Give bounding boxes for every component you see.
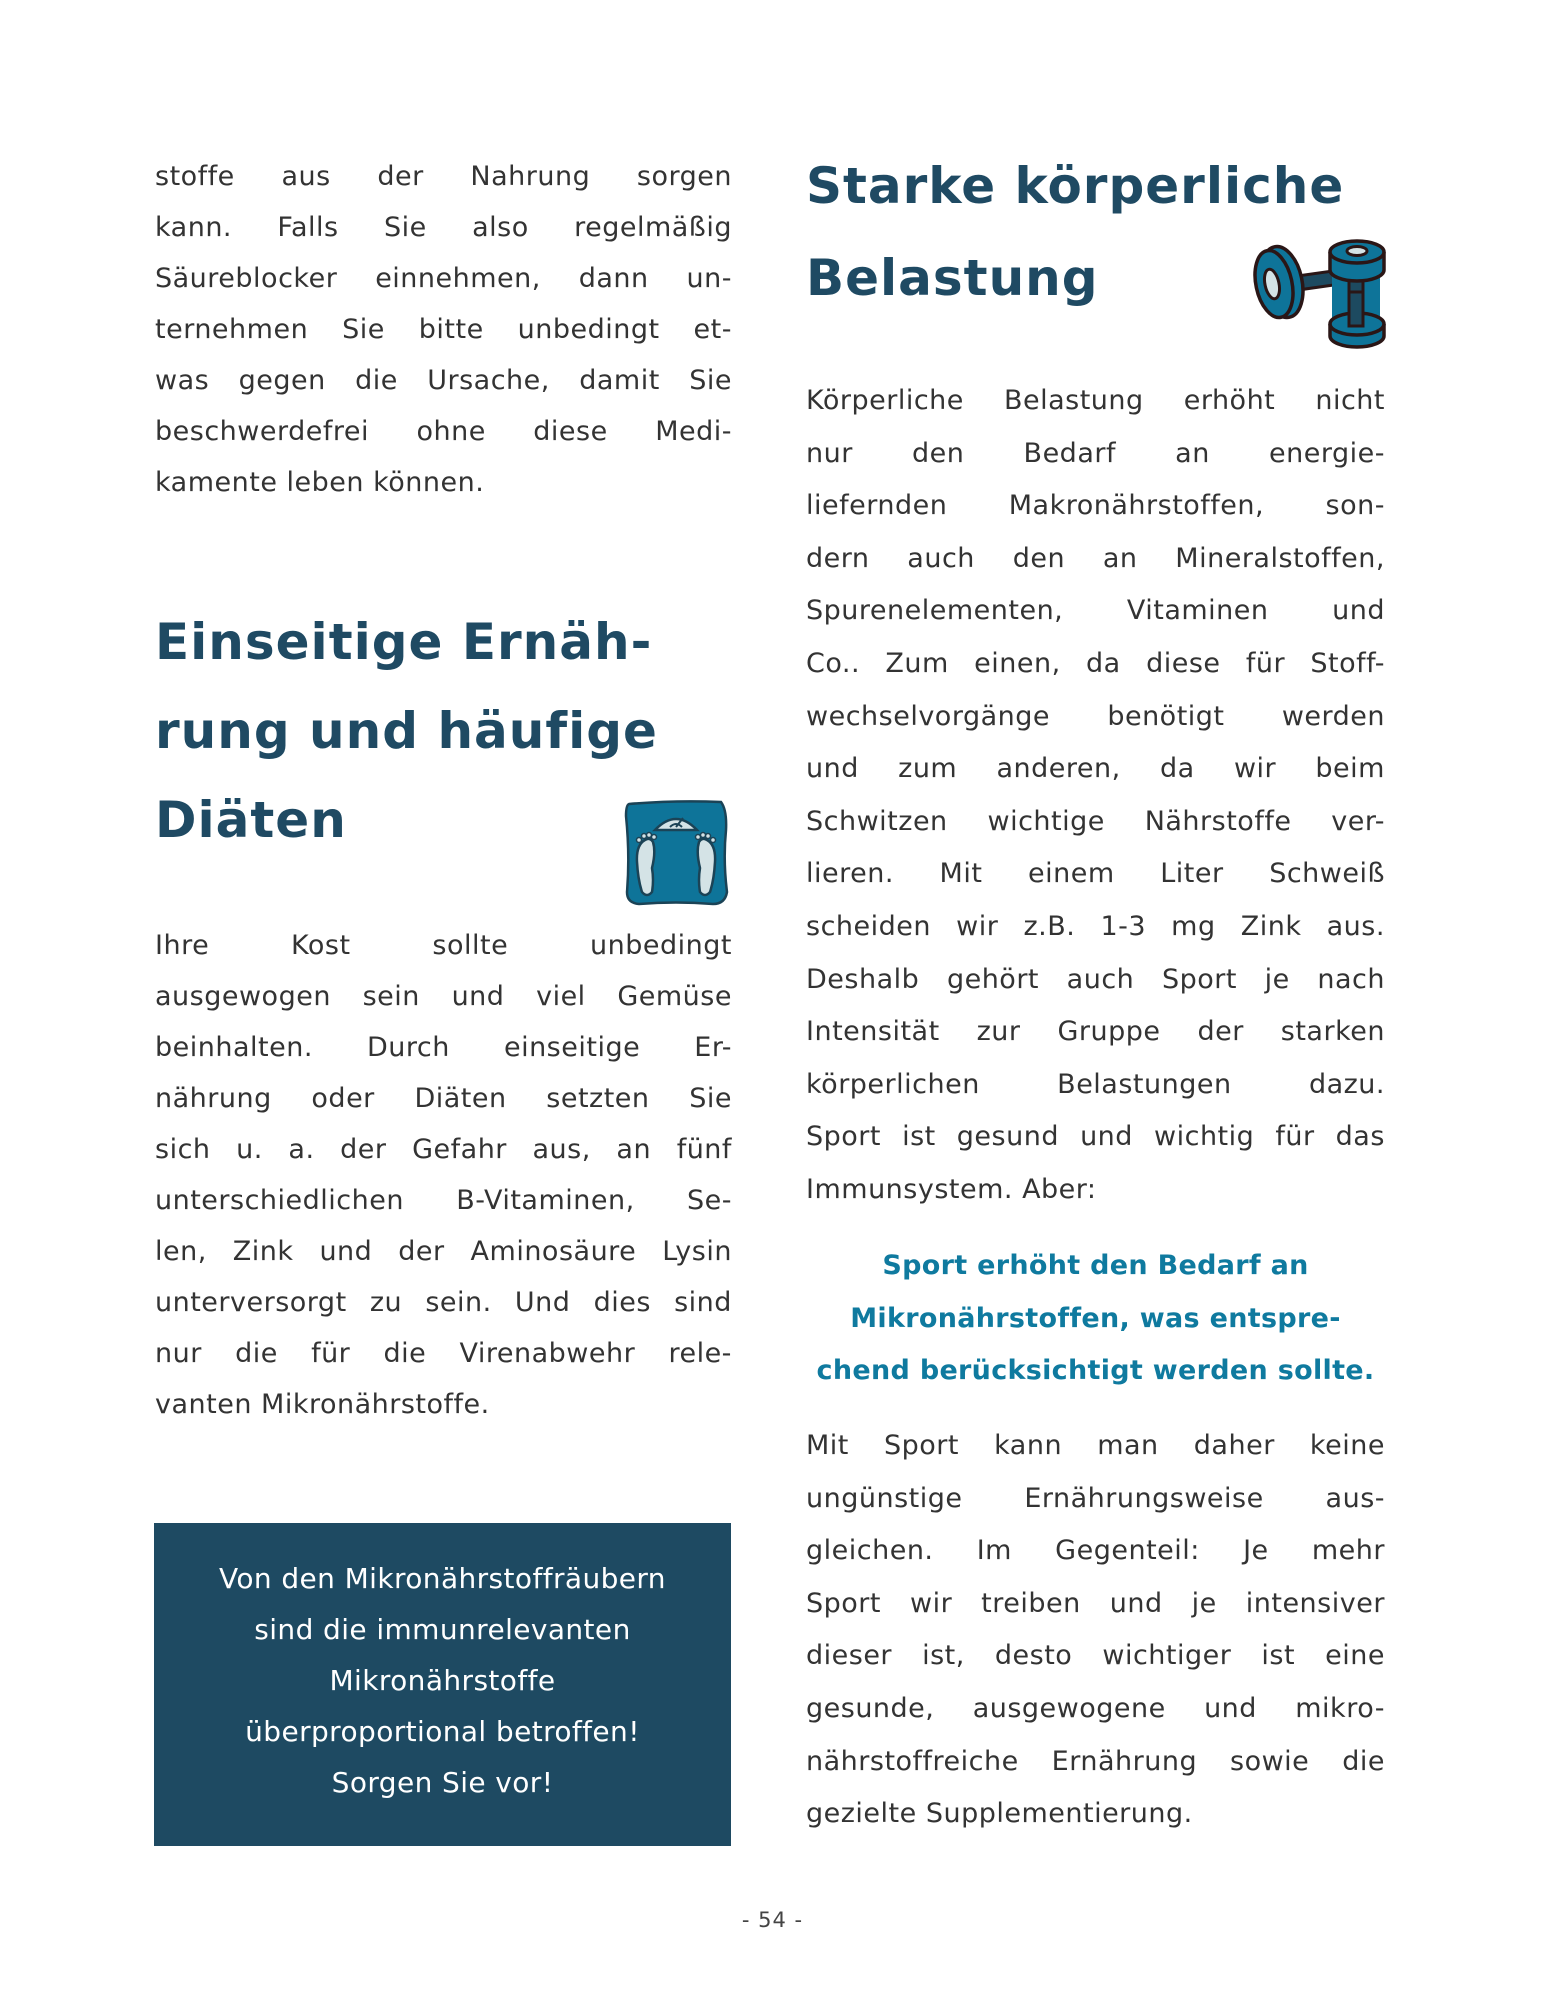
text-line: Körperliche Belastung erhöht nicht <box>806 385 1385 416</box>
text-line: len, Zink und der Aminosäure Lysin <box>155 1236 732 1267</box>
right-body-paragraph <box>806 375 1385 1217</box>
text-line: liefernden Makronährstoffen, son- <box>806 490 1385 522</box>
box-line: Sorgen Sie vor! <box>331 1766 554 1799</box>
left-intro-paragraph <box>155 151 732 508</box>
text-line: gleichen. Im Gegenteil: Je mehr <box>806 1535 1385 1567</box>
box-line: sind die immunrelevanten <box>254 1613 631 1646</box>
text-line: kann. Falls Sie also regelmäßig <box>155 212 732 243</box>
callout-line: chend berücksichtigt werden sollte. <box>816 1355 1375 1387</box>
text-line: unterversorgt zu sein. Und dies sind <box>155 1287 732 1318</box>
bathroom-scale-icon <box>623 800 729 906</box>
text-line: nur den Bedarf an energie- <box>806 437 1385 469</box>
heading-line: Einseitige Ernäh- <box>155 613 653 671</box>
text-line: lieren. Mit einem Liter Schweiß <box>806 858 1385 890</box>
text-line: Sport wir treiben und je intensiver <box>806 1587 1385 1619</box>
dumbbells-icon <box>1252 222 1386 352</box>
text-line: kamente leben können. <box>155 467 485 498</box>
box-line: Mikronährstoffe <box>329 1664 556 1697</box>
text-line: ternehmen Sie bitte unbedingt et- <box>155 314 732 345</box>
text-line: Immunsystem. Aber: <box>806 1173 1097 1205</box>
box-line: überproportional betroffen! <box>245 1715 640 1748</box>
text-line: beschwerdefrei ohne diese Medi- <box>155 416 732 447</box>
text-line: und zum anderen, da wir beim <box>806 753 1385 785</box>
text-line: nährstoffreiche Ernährung sowie die <box>806 1745 1385 1777</box>
text-line: Intensität zur Gruppe der starken <box>806 1016 1385 1048</box>
text-line: beinhalten. Durch einseitige Er- <box>155 1032 732 1063</box>
right-body-paragraph-2 <box>806 1420 1385 1841</box>
text-line: scheiden wir z.B. 1-3 mg Zink aus. <box>806 910 1385 942</box>
text-line: Ihre Kost sollte unbedingt <box>155 930 732 961</box>
text-line: Säureblocker einnehmen, dann un- <box>155 263 732 294</box>
box-line: Von den Mikronährstoffräubern <box>219 1562 666 1595</box>
text-line: nährung oder Diäten setzten Sie <box>155 1083 732 1114</box>
text-line: Co.. Zum einen, da diese für Stoff- <box>806 647 1385 679</box>
callout-line: Sport erhöht den Bedarf an <box>882 1250 1309 1281</box>
page-number: - 54 - <box>741 1908 804 1932</box>
text-line: körperlichen Belastungen dazu. <box>806 1068 1385 1100</box>
text-line: dern auch den an Mineralstoffen, <box>806 542 1385 574</box>
text-line: unterschiedlichen B-Vitaminen, Se- <box>155 1185 732 1216</box>
text-line: Spurenelementen, Vitaminen und <box>806 595 1385 627</box>
callout-line: Mikronährstoffen, was entspre- <box>850 1302 1341 1334</box>
text-line: dieser ist, desto wichtiger ist eine <box>806 1640 1385 1672</box>
heading-line: rung und häufige <box>155 702 658 760</box>
heading-line: Starke körperliche <box>806 157 1345 215</box>
text-line: ungünstige Ernährungsweise aus- <box>806 1482 1385 1514</box>
text-line: was gegen die Ursache, damit Sie <box>155 365 732 396</box>
text-line: gezielte Supplementierung. <box>806 1798 1193 1830</box>
text-line: Deshalb gehört auch Sport je nach <box>806 963 1385 995</box>
left-body-paragraph <box>155 920 732 1430</box>
text-line: wechselvorgänge benötigt werden <box>806 700 1385 732</box>
text-line: Mit Sport kann man daher keine <box>806 1430 1385 1461</box>
text-line: nur die für die Virenabwehr rele- <box>155 1338 732 1369</box>
heading-line: Diäten <box>155 791 347 849</box>
callout-quote <box>806 1240 1385 1398</box>
text-line: Schwitzen wichtige Nährstoffe ver- <box>806 805 1385 837</box>
text-line: vanten Mikronährstoffe. <box>155 1389 490 1420</box>
text-line: gesunde, ausgewogene und mikro- <box>806 1692 1385 1724</box>
text-line: sich u. a. der Gefahr aus, an fünf <box>155 1134 732 1165</box>
heading-line: Belastung <box>806 249 1099 307</box>
text-line: ausgewogen sein und viel Gemüse <box>155 981 732 1012</box>
highlight-box <box>154 1523 731 1846</box>
text-line: Sport ist gesund und wichtig für das <box>806 1121 1385 1153</box>
text-line: stoffe aus der Nahrung sorgen <box>155 161 732 192</box>
